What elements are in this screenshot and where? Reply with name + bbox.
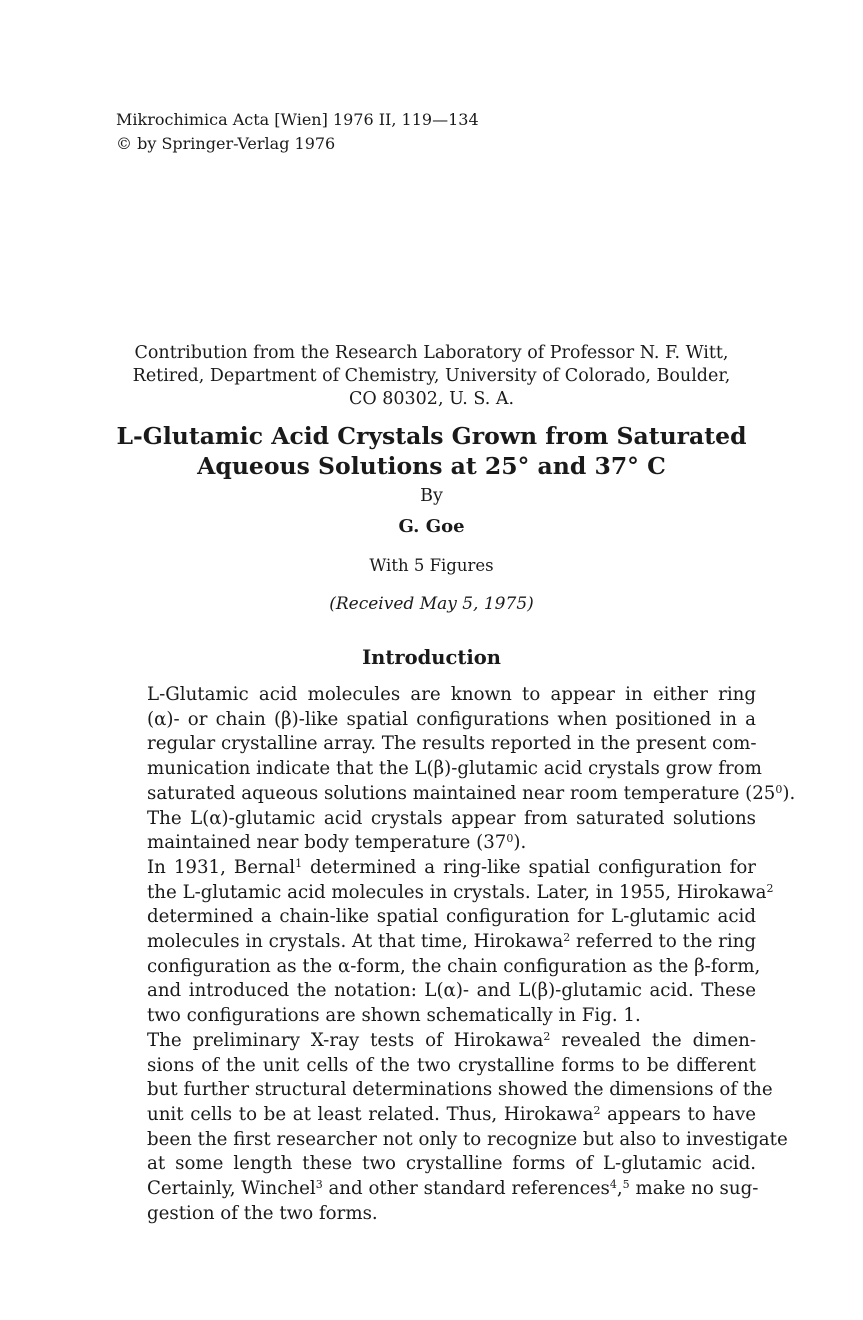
byline: By <box>420 486 443 506</box>
journal-citation <box>116 108 479 156</box>
paragraph <box>116 856 774 1029</box>
text-line: The preliminary X-ray tests of Hirokawa$^2$ revealed the dimen- <box>147 1029 756 1051</box>
text-line: and introduced the notation: L(α)- and L(β)-glutamic acid. These <box>147 980 756 1002</box>
paper-title <box>0 421 863 481</box>
text-line: but further structural determinations showed the dimensions of the <box>147 1079 773 1101</box>
text-line: molecules in crystals. At that time, Hirokawa$^2$ referred to the ring <box>147 931 756 953</box>
text-line: L-Glutamic acid molecules are known to appear in either ring <box>147 684 756 705</box>
text-line: Certainly, Winchel$^3$ and other standard references$^4$,$^5$ make no sug- <box>147 1178 759 1200</box>
journal-line-2: © by Springer-Verlag 1976 <box>116 134 336 153</box>
text-line: been the first researcher not only to recognize but also to investigate <box>147 1128 788 1150</box>
title-line-2: Aqueous Solutions at 25° and 37° C <box>197 452 666 480</box>
section-heading: Introduction <box>362 646 501 669</box>
text-line: saturated aqueous solutions maintained near room temperature $(25^0)$. <box>147 782 796 804</box>
text-line: determined a chain-like spatial configuration for L-glutamic acid <box>147 906 756 928</box>
text-line: the L-glutamic acid molecules in crystals. Later, in 1955, Hirokawa$^2$ <box>147 881 774 903</box>
paragraph <box>116 1029 788 1227</box>
text-line: The L(α)-glutamic acid crystals appear from saturated solutions <box>147 807 756 829</box>
affiliation-line-1: Contribution from the Research Laboratory of Professor N. F. Witt, <box>134 343 729 363</box>
text-line: sions of the unit cells of the two crystalline forms to be different <box>147 1054 756 1076</box>
author-name: G. Goe <box>398 516 465 537</box>
text-line: unit cells to be at least related. Thus, Hirokawa$^2$ appears to have <box>147 1103 757 1125</box>
figures-note: With 5 Figures <box>369 556 494 575</box>
text-line: at some length these two crystalline forms of L-glutamic acid. <box>147 1153 756 1175</box>
affiliation-line-2: Retired, Department of Chemistry, University of Colorado, Boulder, <box>132 366 731 386</box>
text-line: munication indicate that the L(β)-glutamic acid crystals grow from <box>147 758 762 780</box>
title-line-1: L-Glutamic Acid Crystals Grown from Saturated <box>116 422 747 450</box>
affiliation-line-3: CO 80302, U. S. A. <box>348 389 515 409</box>
text-line: regular crystalline array. The results reported in the present com- <box>147 733 757 755</box>
body-text <box>116 683 796 1226</box>
journal-line-1: Mikrochimica Acta [Wien] 1976 II, 119—134 <box>116 110 479 129</box>
affiliation <box>0 342 863 411</box>
text-line: two configurations are shown schematically in Fig. 1. <box>147 1005 641 1027</box>
text-line: maintained near body temperature $(37^0)$. <box>147 832 527 854</box>
text-line: (α)- or chain (β)-like spatial configurations when positioned in a <box>147 708 756 730</box>
text-line: In 1931, Bernal$^1$ determined a ring-like spatial configuration for <box>147 856 756 878</box>
paragraph <box>116 683 796 856</box>
text-line: configuration as the α-form, the chain configuration as the β-form, <box>147 955 761 977</box>
text-line: gestion of the two forms. <box>147 1202 378 1224</box>
received-date: (Received May 5, 1975) <box>329 594 534 614</box>
